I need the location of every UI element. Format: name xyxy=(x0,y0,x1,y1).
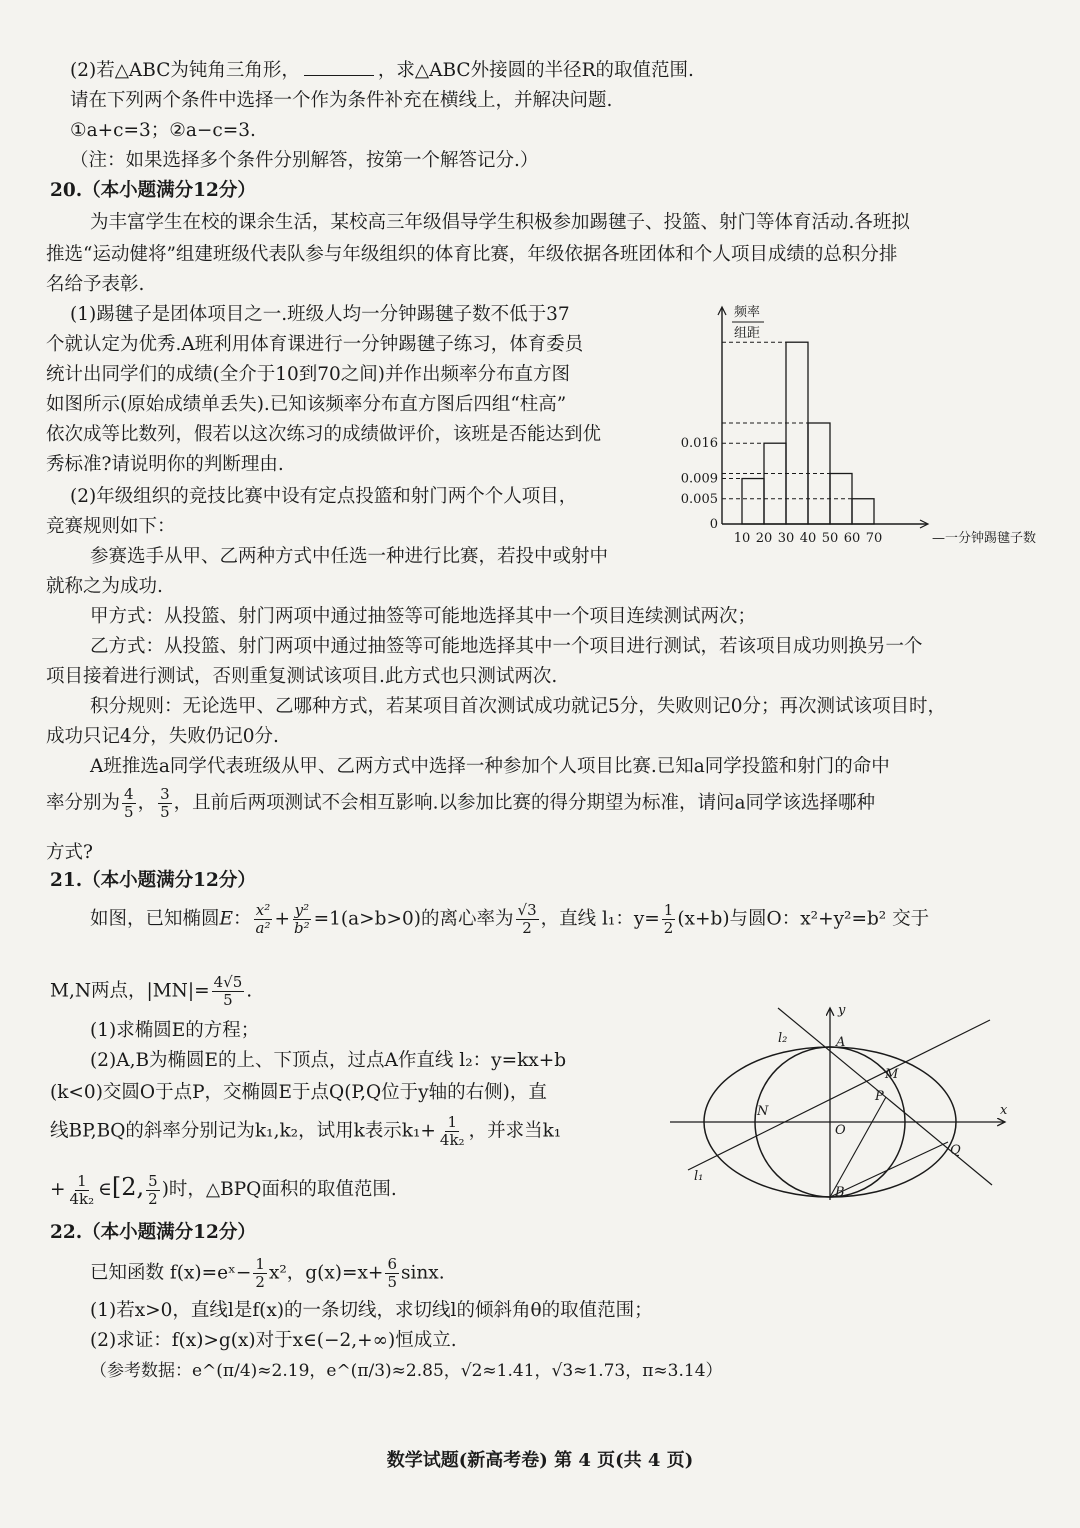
q20-intro-2: 推选“运动健将”组建班级代表队参与年级组织的体育比赛，年级依据各班团体和个人项目成绩的总积分排 xyxy=(46,244,898,265)
q20-part2-line2: 竞赛规则如下： xyxy=(46,516,176,537)
x-tick-label: 10 xyxy=(733,531,751,546)
t: x²，g(x)=x+ xyxy=(268,1262,384,1284)
q20-part1-line1: (1)踢毽子是团体项目之一.班级人均一分钟踢毽子数不低于37 xyxy=(70,304,570,325)
t: sinx. xyxy=(400,1262,445,1284)
q20-part2-line1: (2)年级组织的竞技比赛中设有定点投篮和射门两个个人项目， xyxy=(70,486,578,507)
frac-den: 5 xyxy=(223,991,233,1009)
frac-den: 4k₂ xyxy=(439,1131,465,1149)
t: 已知函数 f(x)=eˣ− xyxy=(90,1262,252,1284)
t: (x+b)与圆O：x²+y²=b² 交于 xyxy=(677,908,930,930)
fraction-1-4k2 xyxy=(68,1173,97,1208)
frac-den: 2 xyxy=(663,919,674,937)
q20-part1-line2: 个就认定为优秀.A班利用体育课进行一分钟踢毽子练习，体育委员 xyxy=(46,334,584,355)
x-tick-label: 50 xyxy=(821,531,839,546)
t: E xyxy=(219,908,234,930)
q20-method-yi-2: 项目接着进行测试，否则重复测试该项目.此方式也只测试两次. xyxy=(46,666,558,687)
label-l2: l₂ xyxy=(778,1031,788,1046)
q22-heading: 22.（本小题满分12分） xyxy=(50,1222,256,1243)
frac-num: 1 xyxy=(255,1255,265,1273)
frac-den: 5 xyxy=(124,803,134,821)
t: M,N两点，|MN|= xyxy=(50,980,210,1002)
frac-den: b² xyxy=(294,919,310,937)
segment-bp xyxy=(830,1097,886,1197)
histogram-bar xyxy=(808,423,830,524)
q20-part1-line4: 如图所示(原始成绩单丢失).已知该频率分布直方图后四组“柱高” xyxy=(46,394,567,415)
frac-num: x² xyxy=(255,901,271,919)
q19-text-a: (2)若△ABC为钝角三角形， xyxy=(70,60,300,81)
t: =1(a>b>0)的离心率为 xyxy=(313,908,514,930)
fraction-4-5 xyxy=(122,786,136,821)
t: ，并求当k₁ xyxy=(468,1120,562,1142)
t: . xyxy=(246,980,253,1002)
x-tick-label: 20 xyxy=(755,531,773,546)
t: 线BP,BQ的斜率分别记为k₁,k₂，试用k表示k₁+ xyxy=(50,1120,436,1142)
x-tick-label: 70 xyxy=(865,531,883,546)
fraction-4sqrt5-5 xyxy=(212,974,245,1009)
frac-den: 2 xyxy=(148,1189,158,1208)
q21-part2-b: (k<0)交圆O于点P，交椭圆E于点Q(P,Q位于y轴的右侧)，直 xyxy=(50,1082,547,1103)
q20-part1-line5: 依次成等比数列，假若以这次练习的成绩做评价，该班是否能达到优 xyxy=(46,424,602,445)
histogram-bar xyxy=(786,342,808,524)
frac-num: y² xyxy=(294,901,310,919)
x-axis-label: —一分钟踢毽子数 xyxy=(932,531,1037,546)
frac-num: 4 xyxy=(124,785,134,803)
x-tick-label: 60 xyxy=(843,531,861,546)
q20-hit-rates xyxy=(46,786,875,821)
q20-heading: 20.（本小题满分12分） xyxy=(50,180,256,201)
frac-den: 2 xyxy=(522,919,532,937)
sep: ， xyxy=(137,792,157,814)
label-m: M xyxy=(885,1067,899,1082)
fraction-1-2 xyxy=(253,1256,267,1291)
frequency-histogram xyxy=(680,300,1037,550)
frac-num: 5 xyxy=(148,1171,158,1190)
t: ∈ xyxy=(98,1179,112,1200)
fraction-sqrt3-2 xyxy=(516,902,539,937)
q20-scoring-2: 成功只记4分，失败仍记0分. xyxy=(46,726,279,747)
y-label-bottom: 组距 xyxy=(734,326,761,341)
q20-scoring-1: 积分规则：无论选甲、乙哪种方式，若某项目首次测试成功就记5分，失败则记0分；再次测试该项目时， xyxy=(90,696,947,717)
label-p: P xyxy=(875,1089,884,1104)
x-tick-label: 40 xyxy=(799,531,817,546)
q20-part2-line4: 就称之为成功. xyxy=(46,576,163,597)
q21-part2-c xyxy=(50,1114,561,1149)
q21-part2-a: (2)A,B为椭圆E的上、下顶点，过点A作直线 l₂：y=kx+b xyxy=(90,1050,567,1071)
y-tick-label: 0.016 xyxy=(680,436,718,452)
histogram-bar xyxy=(852,499,874,524)
q20-part1-line3: 统计出同学们的成绩(全介于10到70之间)并作出频率分布直方图 xyxy=(46,364,571,385)
histogram-bar xyxy=(742,479,764,524)
t: + xyxy=(274,908,291,930)
frac-num: 4√5 xyxy=(213,973,243,991)
label-o: O xyxy=(835,1123,846,1138)
frac-num: √3 xyxy=(517,901,537,919)
q21-part1: (1)求椭圆E的方程； xyxy=(90,1020,260,1041)
t: ，直线 l₁：y= xyxy=(540,908,660,930)
fraction-x2-a2 xyxy=(254,902,273,937)
q20-part2-line3: 参赛选手从甲、乙两种方式中任选一种进行比赛，若投中或射中 xyxy=(90,546,609,567)
ellipse-circle-figure xyxy=(660,1000,1020,1210)
frac-num: 3 xyxy=(160,785,170,803)
y-tick-label: 0.009 xyxy=(680,471,718,487)
label-q: Q xyxy=(950,1143,961,1158)
frac-den: 5 xyxy=(160,803,170,821)
frac-num: 1 xyxy=(663,901,674,919)
t: [2, xyxy=(111,1173,145,1201)
fraction-5-2 xyxy=(146,1173,160,1208)
frac-num: 6 xyxy=(387,1255,397,1273)
fraction-1-4k2 xyxy=(438,1114,467,1149)
label-y: y xyxy=(838,1003,846,1018)
q21-line1 xyxy=(90,902,929,937)
fraction-y2-b2 xyxy=(292,902,312,937)
q22-part1: (1)若x>0，直线l是f(x)的一条切线，求切线l的倾斜角θ的取值范围； xyxy=(90,1300,653,1321)
label-b: B xyxy=(835,1185,845,1200)
rate-text-a: 率分别为 xyxy=(46,792,121,814)
rate-text-b: ，且前后两项测试不会相互影响.以参加比赛的得分期望为标准，请问a同学该选择哪种 xyxy=(173,792,876,814)
label-n: N xyxy=(757,1104,769,1119)
fraction-3-5 xyxy=(158,786,172,821)
q22-reference-data: （参考数据：e^(π/4)≈2.19，e^(π/3)≈2.85，√2≈1.41，√3≈1.73，π≈3.14） xyxy=(90,1361,723,1381)
q22-function-def xyxy=(90,1256,445,1291)
label-l1: l₁ xyxy=(694,1169,704,1184)
answer-blank xyxy=(304,75,374,76)
label-x: x xyxy=(1000,1103,1008,1118)
histogram-bar xyxy=(764,443,786,524)
x-tick-label: 30 xyxy=(777,531,795,546)
q20-part1-line6: 秀标准?请说明你的判断理由. xyxy=(46,454,284,475)
fraction-1-2 xyxy=(662,902,676,937)
frac-num: 1 xyxy=(447,1113,458,1131)
t: ： xyxy=(233,908,252,930)
q19-text-b: ，求△ABC外接圆的半径R的取值范围. xyxy=(377,60,694,81)
label-a: A xyxy=(836,1035,846,1050)
q20-intro-3: 名给予表彰. xyxy=(46,274,145,295)
fraction-6-5 xyxy=(385,1256,399,1291)
q20-student-a: A班推选a同学代表班级从甲、乙两方式中选择一种参加个人项目比赛.已知a同学投篮和射门的命中 xyxy=(90,756,890,777)
q22-part2: (2)求证：f(x)>g(x)对于x∈(−2,+∞)恒成立. xyxy=(90,1330,457,1351)
q20-intro-1: 为丰富学生在校的课余生活，某校高三年级倡导学生积极参加踢毽子、投篮、射门等体育活动.各班拟 xyxy=(90,212,910,233)
frac-den: 4k₂ xyxy=(69,1189,95,1208)
q20-last-line: 方式? xyxy=(46,842,93,863)
t: )时，△BPQ面积的取值范围. xyxy=(161,1179,397,1200)
frac-den: 5 xyxy=(387,1273,397,1291)
frac-den: 2 xyxy=(255,1273,265,1291)
q19-conditions: ①a+c=3；②a−c=3. xyxy=(70,120,256,141)
y-tick-label: 0.005 xyxy=(680,491,718,507)
page-footer: 数学试题(新高考卷) 第 4 页(共 4 页) xyxy=(386,1450,694,1471)
frac-num: 1 xyxy=(77,1171,87,1190)
q21-line2 xyxy=(50,974,252,1009)
q19-part2-line1 xyxy=(70,56,694,86)
q19-part2-line2: 请在下列两个条件中选择一个作为条件补充在横线上，并解决问题. xyxy=(70,90,613,111)
t: 如图，已知椭圆 xyxy=(90,908,220,930)
q19-note: （注：如果选择多个条件分别解答，按第一个解答记分.） xyxy=(70,150,539,171)
t: + xyxy=(50,1179,66,1200)
frac-den: a² xyxy=(255,919,271,937)
y-label-top: 频率 xyxy=(734,305,761,320)
q20-method-yi-1: 乙方式：从投篮、射门两项中通过抽签等可能地选择其中一个项目进行测试，若该项目成功则换另一个 xyxy=(90,636,923,657)
q20-method-jia: 甲方式：从投篮、射门两项中通过抽签等可能地选择其中一个项目连续测试两次； xyxy=(90,606,757,627)
y-tick-label: 0 xyxy=(709,517,718,532)
q21-heading: 21.（本小题满分12分） xyxy=(50,870,256,891)
q21-part2-d xyxy=(50,1172,397,1208)
